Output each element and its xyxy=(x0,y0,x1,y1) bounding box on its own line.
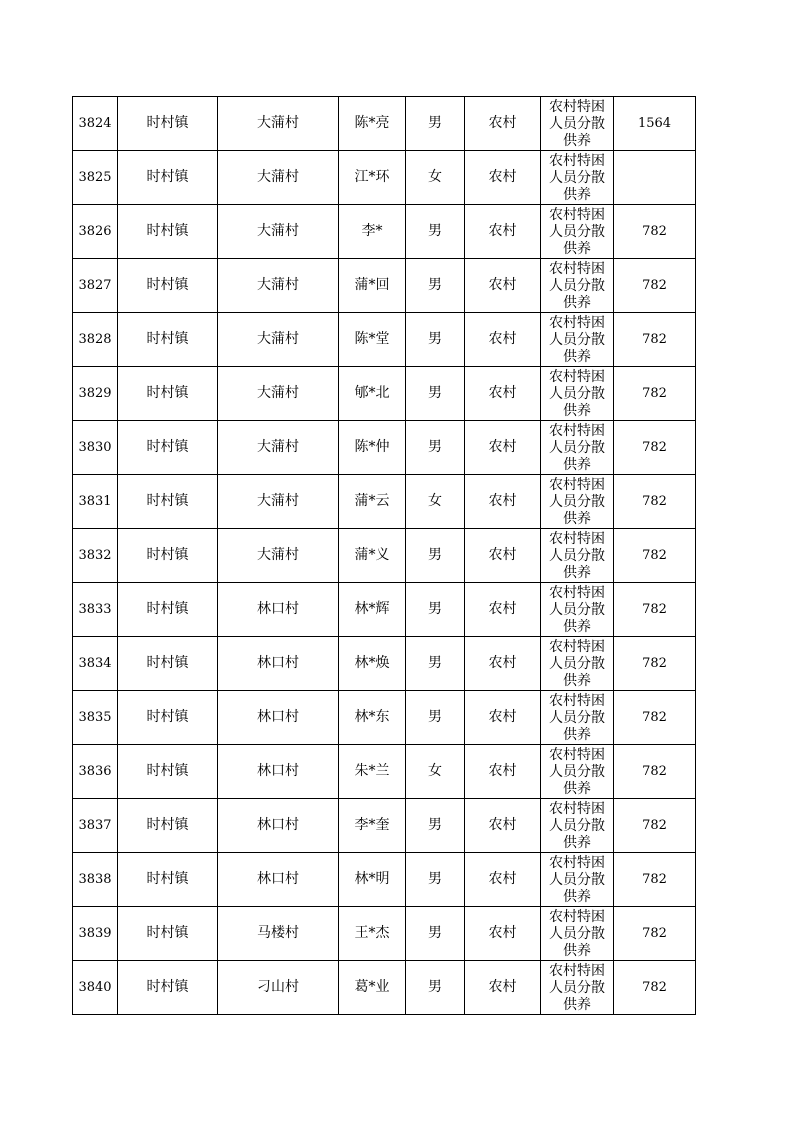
cell-gender: 女 xyxy=(406,745,465,799)
cell-village: 大蒲村 xyxy=(218,529,339,583)
cell-serial-number: 3840 xyxy=(73,961,118,1015)
cell-gender: 男 xyxy=(406,259,465,313)
cell-gender: 男 xyxy=(406,961,465,1015)
cell-town: 时村镇 xyxy=(118,637,218,691)
cell-gender: 女 xyxy=(406,151,465,205)
cell-area: 农村 xyxy=(465,691,541,745)
table-body xyxy=(73,97,696,1015)
table-row xyxy=(73,313,696,367)
cell-town: 时村镇 xyxy=(118,907,218,961)
cell-amount: 782 xyxy=(614,529,696,583)
cell-support-type xyxy=(541,961,614,1015)
support-type-text: 农村特困人员分散供养 xyxy=(549,963,605,1013)
cell-name: 葛*业 xyxy=(339,961,406,1015)
cell-name: 林*辉 xyxy=(339,583,406,637)
support-type-text: 农村特困人员分散供养 xyxy=(549,153,605,203)
cell-area: 农村 xyxy=(465,637,541,691)
cell-village: 林口村 xyxy=(218,853,339,907)
cell-village: 刁山村 xyxy=(218,961,339,1015)
cell-town: 时村镇 xyxy=(118,205,218,259)
cell-amount: 782 xyxy=(614,475,696,529)
support-type-text: 农村特困人员分散供养 xyxy=(549,531,605,581)
support-type-text: 农村特困人员分散供养 xyxy=(549,909,605,959)
cell-support-type xyxy=(541,313,614,367)
cell-town: 时村镇 xyxy=(118,259,218,313)
table-row xyxy=(73,853,696,907)
cell-name: 郇*北 xyxy=(339,367,406,421)
cell-name: 江*环 xyxy=(339,151,406,205)
relief-roster-table xyxy=(72,96,696,1015)
table-row xyxy=(73,583,696,637)
cell-amount: 782 xyxy=(614,961,696,1015)
table-row xyxy=(73,637,696,691)
support-type-text: 农村特困人员分散供养 xyxy=(549,477,605,527)
cell-area: 农村 xyxy=(465,853,541,907)
cell-serial-number: 3837 xyxy=(73,799,118,853)
cell-area: 农村 xyxy=(465,367,541,421)
cell-village: 大蒲村 xyxy=(218,151,339,205)
cell-amount xyxy=(614,151,696,205)
cell-name: 林*东 xyxy=(339,691,406,745)
cell-amount: 782 xyxy=(614,745,696,799)
support-type-text: 农村特困人员分散供养 xyxy=(549,585,605,635)
cell-gender: 男 xyxy=(406,799,465,853)
cell-village: 林口村 xyxy=(218,583,339,637)
cell-area: 农村 xyxy=(465,961,541,1015)
cell-village: 大蒲村 xyxy=(218,259,339,313)
cell-amount: 782 xyxy=(614,205,696,259)
cell-gender: 男 xyxy=(406,853,465,907)
cell-serial-number: 3839 xyxy=(73,907,118,961)
cell-town: 时村镇 xyxy=(118,799,218,853)
cell-name: 李* xyxy=(339,205,406,259)
support-type-text: 农村特困人员分散供养 xyxy=(549,261,605,311)
cell-name: 林*焕 xyxy=(339,637,406,691)
cell-area: 农村 xyxy=(465,583,541,637)
cell-gender: 男 xyxy=(406,421,465,475)
cell-name: 陈*堂 xyxy=(339,313,406,367)
cell-village: 大蒲村 xyxy=(218,97,339,151)
cell-town: 时村镇 xyxy=(118,853,218,907)
cell-gender: 男 xyxy=(406,529,465,583)
table-row xyxy=(73,151,696,205)
cell-name: 陈*仲 xyxy=(339,421,406,475)
cell-support-type xyxy=(541,529,614,583)
cell-serial-number: 3836 xyxy=(73,745,118,799)
cell-gender: 女 xyxy=(406,475,465,529)
cell-name: 蒲*回 xyxy=(339,259,406,313)
support-type-text: 农村特困人员分散供养 xyxy=(549,693,605,743)
table-row xyxy=(73,475,696,529)
cell-amount: 782 xyxy=(614,637,696,691)
cell-amount: 782 xyxy=(614,313,696,367)
cell-gender: 男 xyxy=(406,637,465,691)
cell-area: 农村 xyxy=(465,907,541,961)
cell-village: 马楼村 xyxy=(218,907,339,961)
cell-village: 大蒲村 xyxy=(218,313,339,367)
cell-town: 时村镇 xyxy=(118,583,218,637)
cell-area: 农村 xyxy=(465,313,541,367)
cell-serial-number: 3831 xyxy=(73,475,118,529)
cell-town: 时村镇 xyxy=(118,313,218,367)
cell-area: 农村 xyxy=(465,745,541,799)
cell-town: 时村镇 xyxy=(118,745,218,799)
cell-serial-number: 3838 xyxy=(73,853,118,907)
cell-serial-number: 3828 xyxy=(73,313,118,367)
table-row xyxy=(73,961,696,1015)
cell-gender: 男 xyxy=(406,691,465,745)
cell-serial-number: 3834 xyxy=(73,637,118,691)
cell-town: 时村镇 xyxy=(118,691,218,745)
cell-serial-number: 3825 xyxy=(73,151,118,205)
cell-support-type xyxy=(541,421,614,475)
support-type-text: 农村特困人员分散供养 xyxy=(549,99,605,149)
cell-serial-number: 3829 xyxy=(73,367,118,421)
cell-village: 大蒲村 xyxy=(218,205,339,259)
cell-name: 王*杰 xyxy=(339,907,406,961)
cell-amount: 782 xyxy=(614,907,696,961)
cell-town: 时村镇 xyxy=(118,529,218,583)
cell-village: 大蒲村 xyxy=(218,421,339,475)
cell-area: 农村 xyxy=(465,205,541,259)
cell-support-type xyxy=(541,691,614,745)
table-row xyxy=(73,799,696,853)
cell-amount: 1564 xyxy=(614,97,696,151)
cell-village: 林口村 xyxy=(218,745,339,799)
cell-amount: 782 xyxy=(614,691,696,745)
cell-gender: 男 xyxy=(406,583,465,637)
cell-serial-number: 3835 xyxy=(73,691,118,745)
cell-gender: 男 xyxy=(406,205,465,259)
cell-town: 时村镇 xyxy=(118,421,218,475)
cell-village: 林口村 xyxy=(218,637,339,691)
cell-name: 林*明 xyxy=(339,853,406,907)
cell-support-type xyxy=(541,799,614,853)
cell-support-type xyxy=(541,475,614,529)
cell-village: 林口村 xyxy=(218,691,339,745)
cell-town: 时村镇 xyxy=(118,961,218,1015)
cell-amount: 782 xyxy=(614,583,696,637)
cell-support-type xyxy=(541,745,614,799)
cell-gender: 男 xyxy=(406,97,465,151)
cell-area: 农村 xyxy=(465,259,541,313)
cell-amount: 782 xyxy=(614,421,696,475)
table-row xyxy=(73,691,696,745)
cell-serial-number: 3830 xyxy=(73,421,118,475)
cell-support-type xyxy=(541,97,614,151)
cell-area: 农村 xyxy=(465,799,541,853)
cell-name: 蒲*云 xyxy=(339,475,406,529)
cell-support-type xyxy=(541,907,614,961)
cell-support-type xyxy=(541,259,614,313)
cell-name: 李*奎 xyxy=(339,799,406,853)
cell-area: 农村 xyxy=(465,151,541,205)
cell-area: 农村 xyxy=(465,475,541,529)
support-type-text: 农村特困人员分散供养 xyxy=(549,855,605,905)
cell-support-type xyxy=(541,205,614,259)
support-type-text: 农村特困人员分散供养 xyxy=(549,747,605,797)
cell-amount: 782 xyxy=(614,259,696,313)
cell-serial-number: 3826 xyxy=(73,205,118,259)
cell-amount: 782 xyxy=(614,799,696,853)
support-type-text: 农村特困人员分散供养 xyxy=(549,369,605,419)
support-type-text: 农村特困人员分散供养 xyxy=(549,639,605,689)
cell-village: 大蒲村 xyxy=(218,475,339,529)
cell-area: 农村 xyxy=(465,529,541,583)
table-row xyxy=(73,529,696,583)
table-row xyxy=(73,97,696,151)
support-type-text: 农村特困人员分散供养 xyxy=(549,423,605,473)
cell-support-type xyxy=(541,151,614,205)
cell-support-type xyxy=(541,367,614,421)
cell-town: 时村镇 xyxy=(118,475,218,529)
cell-gender: 男 xyxy=(406,313,465,367)
support-type-text: 农村特困人员分散供养 xyxy=(549,207,605,257)
cell-village: 大蒲村 xyxy=(218,367,339,421)
cell-area: 农村 xyxy=(465,421,541,475)
cell-amount: 782 xyxy=(614,853,696,907)
cell-serial-number: 3827 xyxy=(73,259,118,313)
cell-town: 时村镇 xyxy=(118,151,218,205)
cell-gender: 男 xyxy=(406,907,465,961)
cell-support-type xyxy=(541,637,614,691)
cell-name: 陈*亮 xyxy=(339,97,406,151)
cell-area: 农村 xyxy=(465,97,541,151)
table-row xyxy=(73,421,696,475)
table-row xyxy=(73,907,696,961)
cell-amount: 782 xyxy=(614,367,696,421)
cell-village: 林口村 xyxy=(218,799,339,853)
cell-town: 时村镇 xyxy=(118,367,218,421)
cell-support-type xyxy=(541,853,614,907)
support-type-text: 农村特困人员分散供养 xyxy=(549,801,605,851)
table-row xyxy=(73,367,696,421)
cell-name: 朱*兰 xyxy=(339,745,406,799)
cell-serial-number: 3832 xyxy=(73,529,118,583)
cell-serial-number: 3833 xyxy=(73,583,118,637)
cell-name: 蒲*义 xyxy=(339,529,406,583)
cell-town: 时村镇 xyxy=(118,97,218,151)
support-type-text: 农村特困人员分散供养 xyxy=(549,315,605,365)
table-row xyxy=(73,745,696,799)
cell-gender: 男 xyxy=(406,367,465,421)
table-row xyxy=(73,205,696,259)
table-row xyxy=(73,259,696,313)
cell-serial-number: 3824 xyxy=(73,97,118,151)
cell-support-type xyxy=(541,583,614,637)
